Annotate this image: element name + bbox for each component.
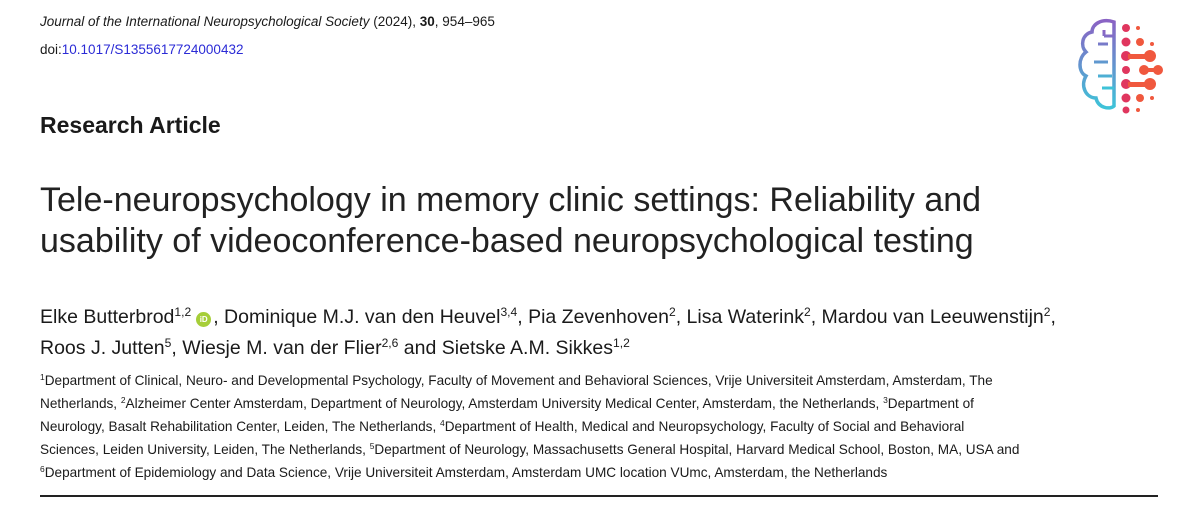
affiliation-superscript: 2 — [1043, 305, 1051, 320]
affiliation-line — [40, 416, 1019, 439]
affiliation-list — [40, 370, 1019, 485]
doi-prefix: doi: — [40, 42, 62, 57]
header-divider — [40, 495, 1158, 497]
affiliation-superscript: 2 — [669, 305, 676, 320]
journal-logo-brain-icon — [1068, 14, 1178, 114]
affiliation-text: Department of Clinical, Neuro- and Developmental Psychology, Faculty of Movement and Behavioral Sciences, Vrije Universiteit Amsterdam, Amsterdam, The — [44, 373, 993, 388]
affiliation-superscript: 6 — [40, 464, 45, 475]
affiliation-line — [40, 370, 1019, 393]
article-title — [40, 180, 981, 262]
affiliation-text: Sciences, Leiden University, Leiden, The Netherlands, — [40, 442, 370, 457]
author-text: , — [1050, 306, 1056, 328]
orcid-icon[interactable]: iD — [196, 312, 211, 327]
affiliation-superscript: 1 — [40, 372, 45, 383]
author-text: , Lisa Waterink — [675, 306, 804, 328]
author-text: , Wiesje M. van der Flier — [171, 337, 382, 359]
affiliation-superscript: 2 — [120, 395, 126, 406]
affiliation-superscript: 3 — [883, 395, 888, 406]
affiliation-superscript: 4 — [440, 418, 445, 429]
affiliation-superscript: 1,2 — [613, 336, 630, 351]
doi — [40, 42, 243, 57]
author-text: Roos J. Jutten — [40, 337, 165, 359]
affiliation-text: Netherlands, — [40, 396, 121, 411]
affiliation-line — [40, 462, 1019, 485]
title-line: Tele-neuropsychology in memory clinic settings: Reliability and — [40, 181, 982, 219]
title-line: usability of videoconference-based neuropsychological testing — [40, 222, 974, 260]
affiliation-superscript: 1,2 — [174, 305, 192, 320]
affiliation-superscript: 3,4 — [500, 305, 518, 320]
affiliation-text: Department of Neurology, Massachusetts General Hospital, Harvard Medical School, Boston, MA, USA and — [374, 442, 1020, 457]
author-line — [40, 334, 1056, 365]
journal-pages: , 954–965 — [434, 14, 495, 29]
author-text: , Pia Zevenhoven — [517, 306, 669, 328]
author-line — [40, 303, 1056, 334]
author-text: , Mardou van Leeuwenstijn — [810, 306, 1044, 328]
journal-name: Journal of the International Neuropsychological Society — [40, 14, 370, 29]
affiliation-superscript: 5 — [369, 441, 375, 452]
affiliation-text: Department of Epidemiology and Data Science, Vrije Universiteit Amsterdam, Amsterdam UMC location VUmc, Amsterdam, the Netherlands — [44, 465, 888, 480]
affiliation-text: Department of — [887, 396, 974, 411]
journal-year: (2024), — [373, 14, 416, 29]
affiliation-superscript: 5 — [164, 336, 172, 351]
journal-citation — [40, 14, 495, 29]
author-list — [40, 303, 1056, 365]
author-text: , Dominique M.J. van den Heuvel — [213, 306, 501, 328]
article-type: Research Article — [40, 112, 221, 138]
affiliation-text: Neurology, Basalt Rehabilitation Center, Leiden, The Netherlands, — [40, 419, 440, 434]
affiliation-superscript: 2,6 — [381, 336, 399, 351]
affiliation-line — [40, 439, 1019, 462]
affiliation-text: Alzheimer Center Amsterdam, Department of Neurology, Amsterdam University Medical Center, Amsterdam, the Netherlands, — [125, 396, 884, 411]
author-text: Elke Butterbrod — [40, 306, 175, 328]
author-text: and Sietske A.M. Sikkes — [398, 337, 613, 359]
affiliation-text: Department of Health, Medical and Neuropsychology, Faculty of Social and Behavioral — [444, 419, 965, 434]
doi-link[interactable]: 10.1017/S1355617724000432 — [61, 42, 244, 57]
affiliation-superscript: 2 — [803, 305, 811, 320]
affiliation-line — [40, 393, 1019, 416]
journal-volume: 30 — [419, 14, 435, 29]
